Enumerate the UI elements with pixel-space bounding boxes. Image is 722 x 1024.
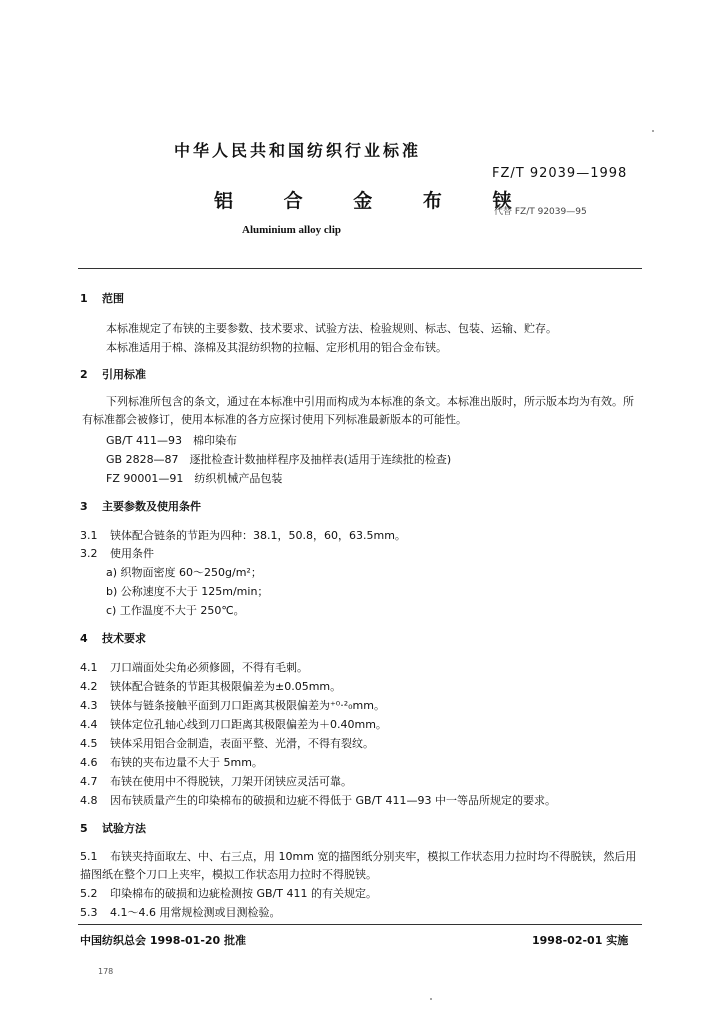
clause xyxy=(80,848,642,884)
standard-code: FZ/T 92039—1998 xyxy=(492,166,628,181)
section-title: 技术要求 xyxy=(102,632,146,645)
clause xyxy=(80,697,385,713)
approval-date: 中国纺织总会 1998-01-20 批准 xyxy=(80,934,247,947)
reference-item: GB 2828—87 逐批检查计数抽样程序及抽样表(适用于连续批的检查) xyxy=(106,453,452,466)
page-number: 178 xyxy=(98,967,114,976)
clause-number: 5.2 xyxy=(80,887,98,900)
section-number: 1 xyxy=(80,292,88,305)
clause-number: 4.4 xyxy=(80,718,98,731)
clause xyxy=(80,904,280,920)
clause xyxy=(80,527,406,543)
section-number: 4 xyxy=(80,632,88,645)
clause xyxy=(80,885,377,901)
sub-item: a) 织物面密度 60～250g/m²； xyxy=(106,566,262,579)
clause-number: 3.1 xyxy=(80,529,98,542)
section-number: 5 xyxy=(80,822,88,835)
clause-text: 因布铗质量产生的印染棉布的破损和边疵不得低于 GB/T 411—93 中一等品所规定的要求。 xyxy=(110,794,556,807)
sub-item: c) 工作温度不大于 250℃。 xyxy=(106,604,245,617)
clause xyxy=(80,545,154,561)
section-2-heading xyxy=(80,366,146,382)
header-divider xyxy=(78,268,642,269)
paragraph: 下列标准所包含的条文，通过在本标准中引用而构成为本标准的条文。本标准出版时，所示版本均为有效。所有标准都会被修订，使用本标准的各方应探讨使用下列标准最新版本的可能性。 xyxy=(82,395,634,426)
standard-org-title: 中华人民共和国纺织行业标准 xyxy=(174,141,422,160)
clause-text: 铗体采用铝合金制造，表面平整、光滑，不得有裂纹。 xyxy=(110,737,374,750)
section-4-heading xyxy=(80,630,146,646)
clause-number: 3.2 xyxy=(80,547,98,560)
clause-number: 4.1 xyxy=(80,661,98,674)
reference-item: GB/T 411—93 棉印染布 xyxy=(106,434,237,447)
scan-speck xyxy=(430,998,432,1000)
clause xyxy=(80,678,341,694)
clause-text: 使用条件 xyxy=(110,547,154,560)
document-title: 铝 合 金 布 铗 xyxy=(214,190,534,212)
section-title: 引用标准 xyxy=(102,368,146,381)
document-title-english: Aluminium alloy clip xyxy=(242,224,342,236)
scan-speck xyxy=(652,130,654,132)
clause-number: 4.5 xyxy=(80,737,98,750)
clause-text: 4.1～4.6 用常规检测或目测检验。 xyxy=(110,906,281,919)
section-title: 试验方法 xyxy=(102,822,146,835)
section-title: 主要参数及使用条件 xyxy=(102,500,201,513)
clause-text: 铗体配合链条的节距其极限偏差为±0.05mm。 xyxy=(110,680,342,693)
clause-number: 5.3 xyxy=(80,906,98,919)
paragraph: 本标准适用于棉、涤棉及其混纺织物的拉幅、定形机用的铝合金布铗。 xyxy=(106,341,447,354)
clause xyxy=(80,773,352,789)
clause-number: 4.6 xyxy=(80,756,98,769)
clause-text: 铗体配合链条的节距为四种：38.1，50.8，60，63.5mm。 xyxy=(110,529,406,542)
section-number: 2 xyxy=(80,368,88,381)
clause xyxy=(80,659,308,675)
clause-number: 4.8 xyxy=(80,794,98,807)
section-3-heading xyxy=(80,498,201,514)
clause-number: 4.7 xyxy=(80,775,98,788)
clause-text: 布铗夹持面取左、中、右三点，用 10mm 宽的描图纸分别夹牢，模拟工作状态用力拉时均不得脱铗，然后用描图纸在整个刀口上夹牢，模拟工作状态用力拉时不得脱铗。 xyxy=(80,850,637,881)
clause-text: 布铗的夹布边量不大于 5mm。 xyxy=(110,756,263,769)
sub-item: b) 公称速度不大于 125m/min； xyxy=(106,585,269,598)
clause xyxy=(80,735,374,751)
clause-text: 印染棉布的破损和边疵检测按 GB/T 411 的有关规定。 xyxy=(110,887,377,900)
clause xyxy=(80,716,387,732)
clause-text: 布铗在使用中不得脱铗，刀架开闭铗应灵活可靠。 xyxy=(110,775,352,788)
clause xyxy=(80,792,556,808)
section-1-heading xyxy=(80,290,124,306)
effective-date: 1998-02-01 实施 xyxy=(532,934,629,947)
clause-text: 铗体与链条接触平面到刀口距离其极限偏差为⁺⁰·²₀mm。 xyxy=(110,699,385,712)
reference-item: FZ 90001—91 纺织机械产品包装 xyxy=(106,472,283,485)
clause-number: 4.2 xyxy=(80,680,98,693)
footer-divider xyxy=(78,924,642,925)
replaces-note: 代替 FZ/T 92039—95 xyxy=(494,207,587,217)
clause xyxy=(80,754,263,770)
clause-text: 铗体定位孔轴心线到刀口距离其极限偏差为＋0.40mm。 xyxy=(110,718,387,731)
clause-number: 5.1 xyxy=(80,850,98,863)
paragraph: 本标准规定了布铗的主要参数、技术要求、试验方法、检验规则、标志、包装、运输、贮存。 xyxy=(106,322,557,335)
clause-number: 4.3 xyxy=(80,699,98,712)
section-number: 3 xyxy=(80,500,88,513)
section-5-heading xyxy=(80,820,146,836)
section-title: 范围 xyxy=(102,292,124,305)
clause-text: 刀口端面处尖角必须修圆，不得有毛刺。 xyxy=(110,661,308,674)
